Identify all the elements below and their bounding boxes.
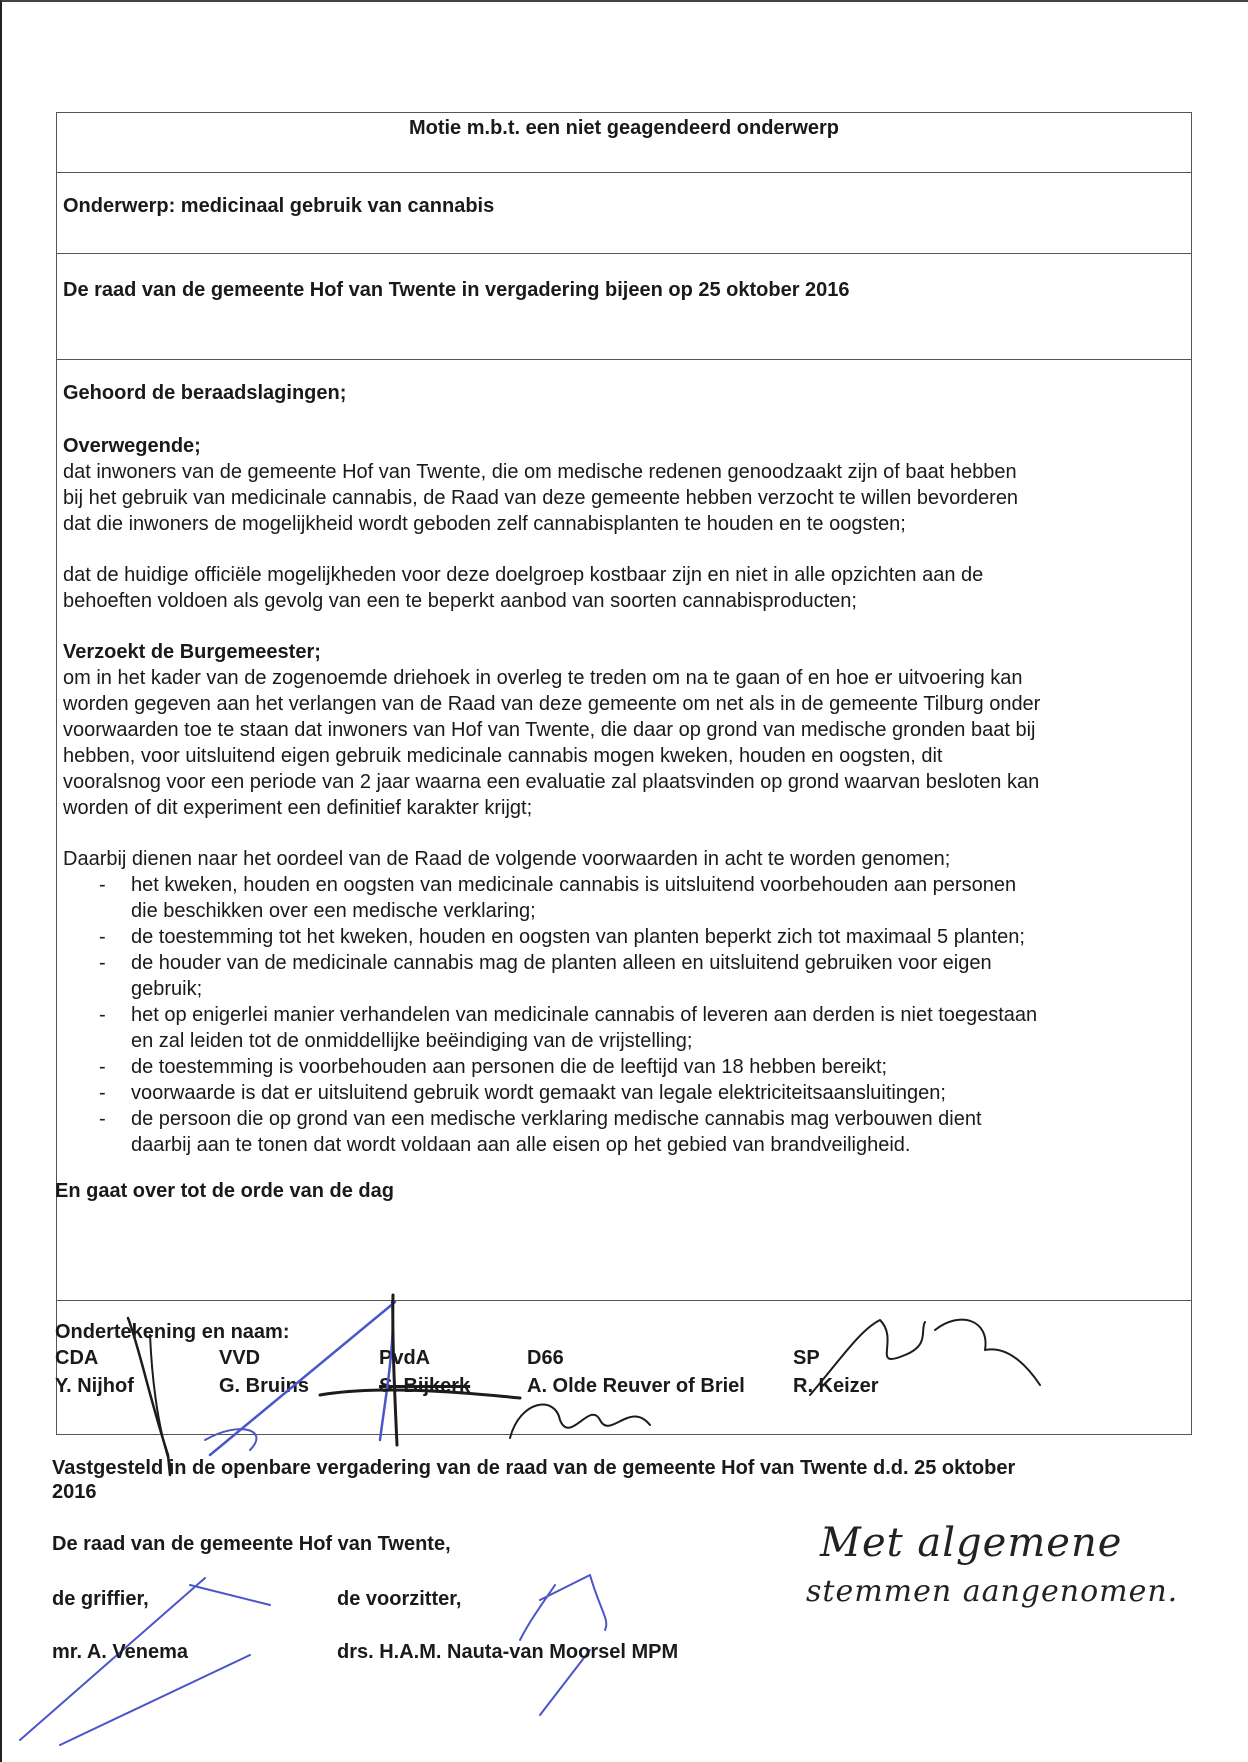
handwritten-note [806,1520,1179,1609]
condition-item: - de toestemming is voorbehouden aan personen die de leeftijd van 18 hebben bereikt; [99,1056,888,1078]
signer-vvd: G. Bruins [219,1375,310,1397]
signer-d66: A. Olde Reuver of Briel [527,1375,745,1397]
party-vvd: VVD [219,1347,261,1369]
vastgesteld-statement: Vastgesteld in de openbare vergadering van de raad van de gemeente Hof van Twente d.d. 25 oktober 2016 [52,1457,1016,1503]
motion-subject: Onderwerp: medicinaal gebruik van cannabis [63,195,495,217]
conditions-list [63,872,1181,1158]
overwegende-heading: Overwegende; [63,435,201,457]
dash-bullet: - [99,874,106,896]
text-line: vooralsnog voor een periode van 2 jaar waarna een evaluatie zal plaatsvinden op grond waarvan besloten kan [63,771,1040,793]
overwegende-paragraph-2 [63,562,1181,614]
motion-form [56,112,1192,1435]
text-line: dat die inwoners de mogelijkheid wordt geboden zelf cannabisplanten te houden en te oogsten; [63,513,906,535]
handwritten-note-line2: stemmen aangenomen. [806,1574,1179,1609]
signer-pvda: S. Bijkerk [379,1375,471,1397]
griffier-name: mr. A. Venema [52,1641,188,1663]
dash-bullet: - [99,1108,106,1130]
condition-item: - de houder van de medicinale cannabis mag de planten alleen en uitsluitend gebruiken voor eigen gebruik; [99,952,992,1000]
overwegende-paragraph-1 [63,459,1181,537]
text-line: om in het kader van de zogenoemde driehoek in overleg te treden om na te gaan of en hoe er uitvoering kan [63,667,1023,689]
dash-bullet: - [99,1004,106,1026]
signer-sp: R. Keizer [793,1375,879,1397]
handwritten-note-line1: Met algemene [820,1520,1123,1566]
dash-bullet: - [99,952,106,974]
griffier-label: de griffier, [52,1588,149,1610]
signature-label: Ondertekening en naam: [55,1321,290,1343]
condition-item: - het op enigerlei manier verhandelen van medicinale cannabis of leveren aan derden is niet toegestaan en zal leiden tot de onmiddellijke beëindiging van de vrijstelling; [99,1004,1038,1052]
voorzitter-name: drs. H.A.M. Nauta-van Moorsel MPM [337,1641,679,1663]
subject-row [57,173,1191,254]
text-line: dat inwoners van de gemeente Hof van Twente, die om medische redenen genoodzaakt zijn of baat hebben [63,461,1017,483]
motion-body [57,360,1191,1301]
verzoekt-heading: Verzoekt de Burgemeester; [63,641,321,663]
council-meeting: De raad van de gemeente Hof van Twente in vergadering bijeen op 25 oktober 2016 [63,279,850,301]
party-sp: SP [793,1347,820,1369]
motion-title-row [57,113,1191,173]
party-cda: CDA [55,1347,99,1369]
text-line: worden of dit experiment een definitief karakter krijgt; [63,797,533,819]
closing-line: En gaat over tot de orde van de dag [55,1180,394,1202]
text-line: dat de huidige officiële mogelijkheden voor deze doelgroep kostbaar zijn en niet in alle opzichten aan de [63,564,984,586]
condition-item: - voorwaarde is dat er uitsluitend gebruik wordt gemaakt van legale elektriciteitsaansluitingen; [99,1082,946,1104]
gehoord-heading: Gehoord de beraadslagingen; [63,382,347,404]
voorzitter-label: de voorzitter, [337,1588,462,1610]
daarbij-line: Daarbij dienen naar het oordeel van de Raad de volgende voorwaarden in acht te worden genomen; [63,848,951,870]
motion-title: Motie m.b.t. een niet geagendeerd onderwerp [408,117,840,139]
verzoekt-paragraph [63,665,1181,821]
condition-item: - het kweken, houden en oogsten van medicinale cannabis is uitsluitend voorbehouden aan personen die beschikken over een medische verklaring; [99,874,1017,922]
raad-line: De raad van de gemeente Hof van Twente, [52,1533,451,1555]
text-line: bij het gebruik van medicinale cannabis, de Raad van deze gemeente hebben verzocht te willen bevorderen [63,487,1019,509]
signature-row [57,1301,1191,1434]
council-row [57,254,1191,360]
party-d66: D66 [527,1347,564,1369]
condition-item: - de toestemming tot het kweken, houden en oogsten van planten beperkt zich tot maximaal 5 planten; [99,926,1025,948]
signer-cda: Y. Nijhof [55,1375,134,1397]
party-pvda: PvdA [379,1347,431,1369]
dash-bullet: - [99,926,106,948]
dash-bullet: - [99,1056,106,1078]
text-line: hebben, voor uitsluitend eigen gebruik medicinale cannabis mogen kweken, houden en oogsten, dit [63,745,943,767]
dash-bullet: - [99,1082,106,1104]
text-line: worden gegeven aan het verlangen van de Raad van deze gemeente om net als in de gemeente Tilburg onder [63,693,1041,715]
condition-item: - de persoon die op grond van een medische verklaring medische cannabis mag verbouwen dient daarbij aan te tonen dat wordt voldaan aan alle eisen op het gebied van brandveiligheid. [99,1108,982,1156]
text-line: behoeften voldoen als gevolg van een te beperkt aanbod van soorten cannabisproducten; [63,590,857,612]
text-line: voorwaarden toe te staan dat inwoners van Hof van Twente, die daar op grond van medische gronden baat bij [63,719,1036,741]
